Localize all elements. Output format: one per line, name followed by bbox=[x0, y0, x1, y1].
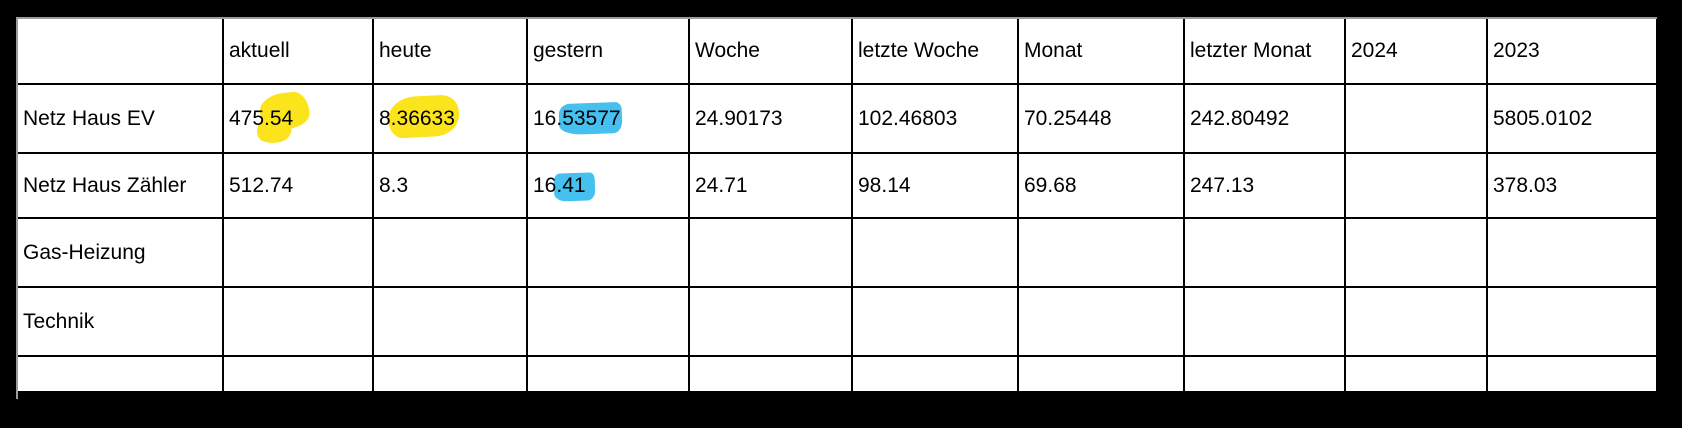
header-cell-aktuell: aktuell bbox=[223, 19, 373, 84]
table-cell: 24.71 bbox=[689, 153, 852, 218]
header-cell-monat: Monat bbox=[1018, 19, 1184, 84]
table-cell bbox=[1345, 153, 1487, 218]
table-cell bbox=[1345, 218, 1487, 287]
header-cell-woche: Woche bbox=[689, 19, 852, 84]
table-cell bbox=[1184, 218, 1345, 287]
header-cell-2023: 2023 bbox=[1487, 19, 1657, 84]
table-cell: 8.3 bbox=[373, 153, 527, 218]
table-cell: 242.80492 bbox=[1184, 84, 1345, 153]
table-cell bbox=[373, 218, 527, 287]
table-cell bbox=[852, 287, 1018, 356]
table-cell bbox=[1184, 287, 1345, 356]
table-cell bbox=[223, 218, 373, 287]
table-cell bbox=[852, 356, 1018, 392]
row-label: Gas-Heizung bbox=[18, 218, 223, 287]
table-cell: 16.53577 bbox=[527, 84, 689, 153]
table-cell: 512.74 bbox=[223, 153, 373, 218]
table-cell bbox=[1487, 356, 1657, 392]
row-label bbox=[18, 356, 223, 392]
table-cell bbox=[373, 356, 527, 392]
table-row-netz-haus-ev bbox=[18, 84, 1657, 153]
table-cell bbox=[1018, 356, 1184, 392]
table-cell: 102.46803 bbox=[852, 84, 1018, 153]
table-cell bbox=[1345, 356, 1487, 392]
table-cell bbox=[1018, 287, 1184, 356]
table-cell bbox=[1018, 218, 1184, 287]
table-cell bbox=[373, 287, 527, 356]
table-cell: 24.90173 bbox=[689, 84, 852, 153]
table-cell: 247.13 bbox=[1184, 153, 1345, 218]
table-row-partial bbox=[18, 356, 1657, 392]
header-cell-gestern: gestern bbox=[527, 19, 689, 84]
energy-readings-table-container bbox=[16, 17, 1657, 399]
table-cell: 8.36633 bbox=[373, 84, 527, 153]
row-label: Netz Haus EV bbox=[18, 84, 223, 153]
header-cell-heute: heute bbox=[373, 19, 527, 84]
header-row bbox=[18, 19, 1657, 84]
table-cell bbox=[527, 287, 689, 356]
table-cell bbox=[223, 356, 373, 392]
table-cell bbox=[527, 356, 689, 392]
table-cell bbox=[1487, 287, 1657, 356]
header-cell-2024: 2024 bbox=[1345, 19, 1487, 84]
table-cell: 475.54 bbox=[223, 84, 373, 153]
header-cell-rowlabel bbox=[18, 19, 223, 84]
table-cell bbox=[1184, 356, 1345, 392]
table-cell bbox=[852, 218, 1018, 287]
header-cell-letzte-woche: letzte Woche bbox=[852, 19, 1018, 84]
table-cell bbox=[1345, 84, 1487, 153]
table-cell bbox=[689, 356, 852, 392]
table-cell bbox=[223, 287, 373, 356]
row-label: Netz Haus Zähler bbox=[18, 153, 223, 218]
table-cell: 378.03 bbox=[1487, 153, 1657, 218]
table-cell: 16.41 bbox=[527, 153, 689, 218]
table-cell: 69.68 bbox=[1018, 153, 1184, 218]
table-row-netz-haus-zaehler bbox=[18, 153, 1657, 218]
table-row-gas-heizung bbox=[18, 218, 1657, 287]
table-cell bbox=[1487, 218, 1657, 287]
table-cell: 98.14 bbox=[852, 153, 1018, 218]
table-cell bbox=[527, 218, 689, 287]
table-cell: 5805.0102 bbox=[1487, 84, 1657, 153]
table-cell: 70.25448 bbox=[1018, 84, 1184, 153]
table-cell bbox=[689, 287, 852, 356]
energy-readings-table bbox=[18, 19, 1657, 393]
table-cell bbox=[689, 218, 852, 287]
row-label: Technik bbox=[18, 287, 223, 356]
header-cell-letzter-monat: letzter Monat bbox=[1184, 19, 1345, 84]
table-row-technik bbox=[18, 287, 1657, 356]
table-cell bbox=[1345, 287, 1487, 356]
